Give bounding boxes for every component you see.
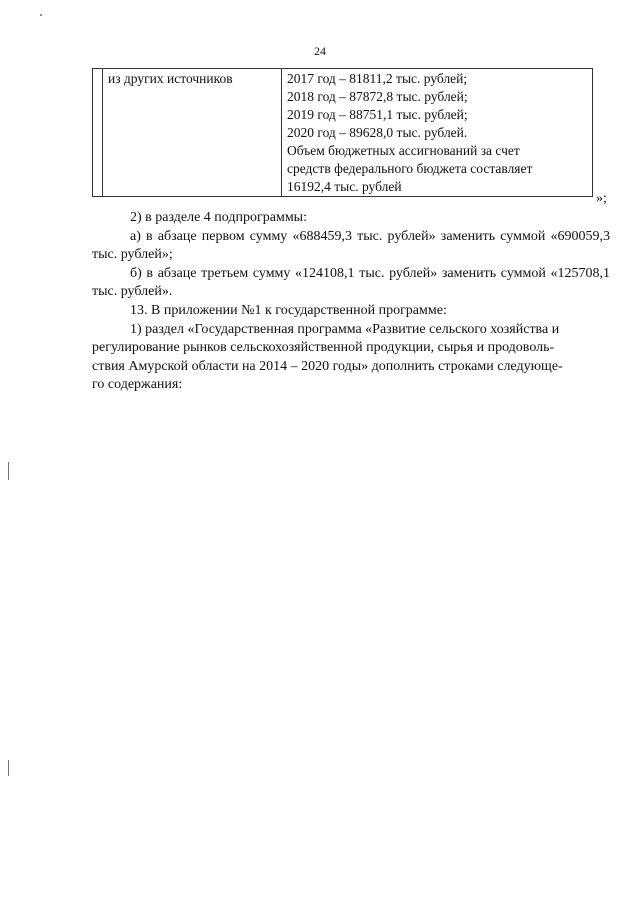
paragraph-line: го содержания: <box>92 377 183 393</box>
closing-quote: »; <box>596 191 607 206</box>
paragraph: а) в абзаце первом сумму «688459,3 тыс. рублей» заменить суммой «690059,3 тыс. рублей»; <box>92 228 610 263</box>
table-line: средств федерального бюджета составляет <box>287 161 533 176</box>
funding-table <box>92 68 593 197</box>
document-body <box>92 209 610 395</box>
paragraph: 13. В приложении №1 к государственной программе: <box>130 302 447 318</box>
scan-margin-mark <box>8 760 9 776</box>
paragraph-multiline <box>92 321 610 395</box>
scan-speck <box>40 14 42 16</box>
paragraph: 2) в разделе 4 подпрограммы: <box>130 210 307 225</box>
paragraph-line: регулирование рынков сельскохозяйственной продукции, сырья и продоволь- <box>92 340 555 356</box>
paragraph-line: ствия Амурской области на 2014 – 2020 годы» дополнить строками следующе- <box>92 358 563 374</box>
table-line: 16192,4 тыс. рублей <box>287 179 402 194</box>
table-line: Объем бюджетных ассигнований за счет <box>287 143 520 158</box>
table-value-cell <box>282 69 593 197</box>
table-line: 2017 год – 81811,2 тыс. рублей; <box>287 71 468 86</box>
page-number: 24 <box>314 44 326 58</box>
table-line: 2018 год – 87872,8 тыс. рублей; <box>287 89 468 104</box>
table-empty-cell <box>93 69 103 197</box>
table-row <box>93 69 593 197</box>
table-line: 2019 год – 88751,1 тыс. рублей; <box>287 107 468 122</box>
paragraph: б) в абзаце третьем сумму «124108,1 тыс. рублей» заменить суммой «125708,1 тыс. рублей». <box>92 265 610 300</box>
paragraph-line: 1) раздел «Государственная программа «Развитие сельского хозяйства и <box>130 321 560 337</box>
scan-margin-mark <box>8 462 9 480</box>
table-label-cell: из других источников <box>103 69 282 197</box>
table-line: 2020 год – 89628,0 тыс. рублей. <box>287 125 468 140</box>
